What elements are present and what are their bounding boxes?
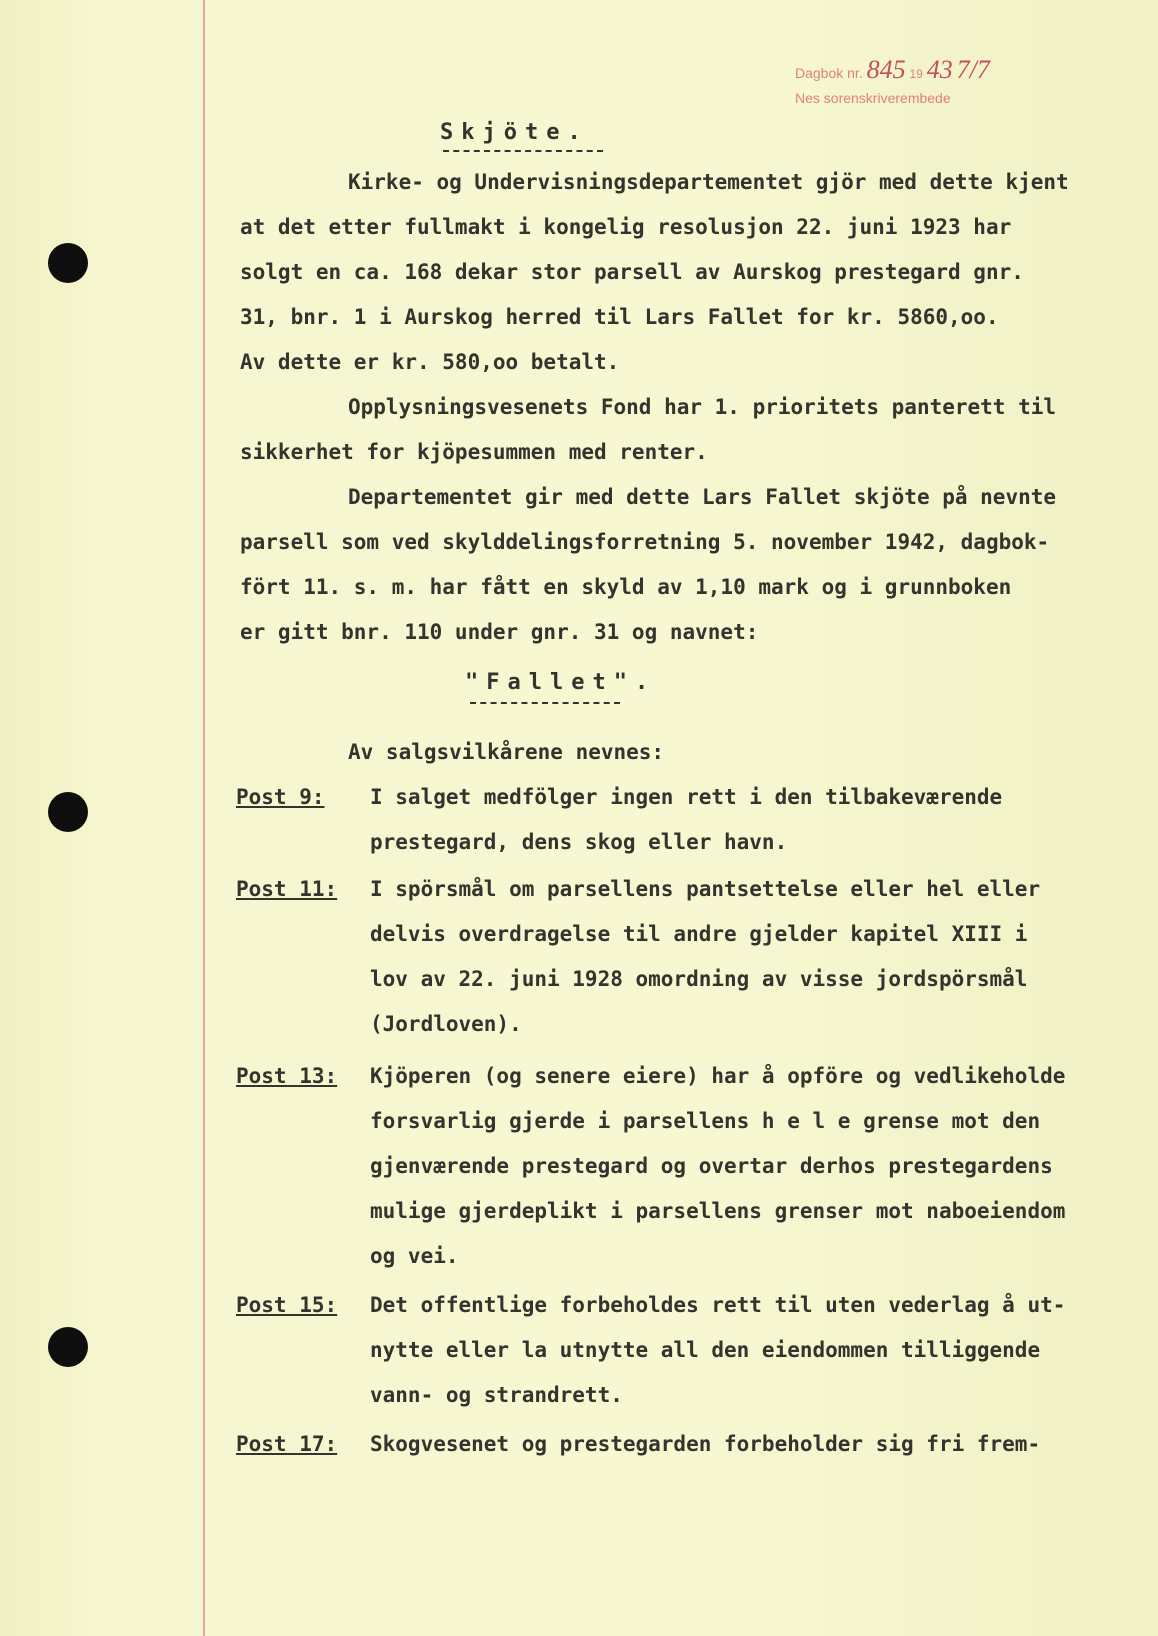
post-line: Skogvesenet og prestegarden forbeholder sig fri frem- [370,1432,1041,1456]
text-line: sikkerhet for kjöpesummen med renter. [240,440,708,464]
punch-hole [48,243,88,283]
post-line: gjenværende prestegard og overtar derhos prestegardens [370,1154,1053,1178]
farm-name: "Fallet". [465,670,657,695]
title-underline [443,150,603,152]
post-line: Det offentlige forbeholdes rett til uten vederlag å ut- [370,1293,1066,1317]
post-line: lov av 22. juni 1928 omordning av visse jordspörsmål [370,967,1028,991]
post-label: Post 11: [236,877,338,901]
punch-hole [48,1327,88,1367]
post-line: nytte eller la utnytte all den eiendommen tilliggende [370,1338,1041,1362]
text-line: Av dette er kr. 580,oo betalt. [240,350,620,374]
post-line: vann- og strandrett. [370,1383,623,1407]
post-line: I salget medfölger ingen rett i den tilbakeværende [370,785,1003,809]
text-line: 31, bnr. 1 i Aurskog herred til Lars Fallet for kr. 5860,oo. [240,305,999,329]
stamp-office: Nes sorenskriverembede [795,90,951,106]
text-line: Departementet gir med dette Lars Fallet skjöte på nevnte [348,485,1057,509]
stamp-number: 845 [866,55,906,84]
stamp-year: 43 [926,55,953,84]
text-line: solgt en ca. 168 dekar stor parsell av Aurskog prestegard gnr. [240,260,1024,284]
punch-hole [48,792,88,832]
text-line: Opplysningsvesenets Fond har 1. prioritets panterett til [348,395,1057,419]
stamp-date: 7/7 [956,55,990,84]
margin-line [203,0,205,1636]
text-line: at det etter fullmakt i kongelig resolusjon 22. juni 1923 har [240,215,1012,239]
post-label: Post 13: [236,1064,338,1088]
text-line: Kirke- og Undervisningsdepartementet gjör med dette kjent [348,170,1069,194]
document-title: Skjöte. [440,120,589,145]
text-line: er gitt bnr. 110 under gnr. 31 og navnet: [240,620,759,644]
text-line: fört 11. s. m. har fått en skyld av 1,10 mark og i grunnboken [240,575,1012,599]
post-label: Post 15: [236,1293,338,1317]
post-line: delvis overdragelse til andre gjelder kapitel XIII i [370,922,1028,946]
post-line: og vei. [370,1244,459,1268]
post-line: (Jordloven). [370,1012,522,1036]
farm-name-underline [470,702,620,704]
stamp-year-prefix: 19 [909,67,923,81]
post-line: Kjöperen (og senere eiere) har å opföre og vedlikeholde [370,1064,1066,1088]
registry-stamp [795,55,1015,110]
conditions-intro: Av salgsvilkårene nevnes: [348,740,665,764]
post-line: forsvarlig gjerde i parsellens h e l e grense mot den [370,1109,1041,1133]
post-label: Post 17: [236,1432,338,1456]
post-line: mulige gjerdeplikt i parsellens grenser mot naboeiendom [370,1199,1066,1223]
post-line: I spörsmål om parsellens pantsettelse eller hel eller [370,877,1041,901]
post-line: prestegard, dens skog eller havn. [370,830,788,854]
text-line: parsell som ved skylddelingsforretning 5. november 1942, dagbok- [240,530,1050,554]
post-label: Post 9: [236,785,325,809]
stamp-prefix: Dagbok nr. [795,65,863,81]
